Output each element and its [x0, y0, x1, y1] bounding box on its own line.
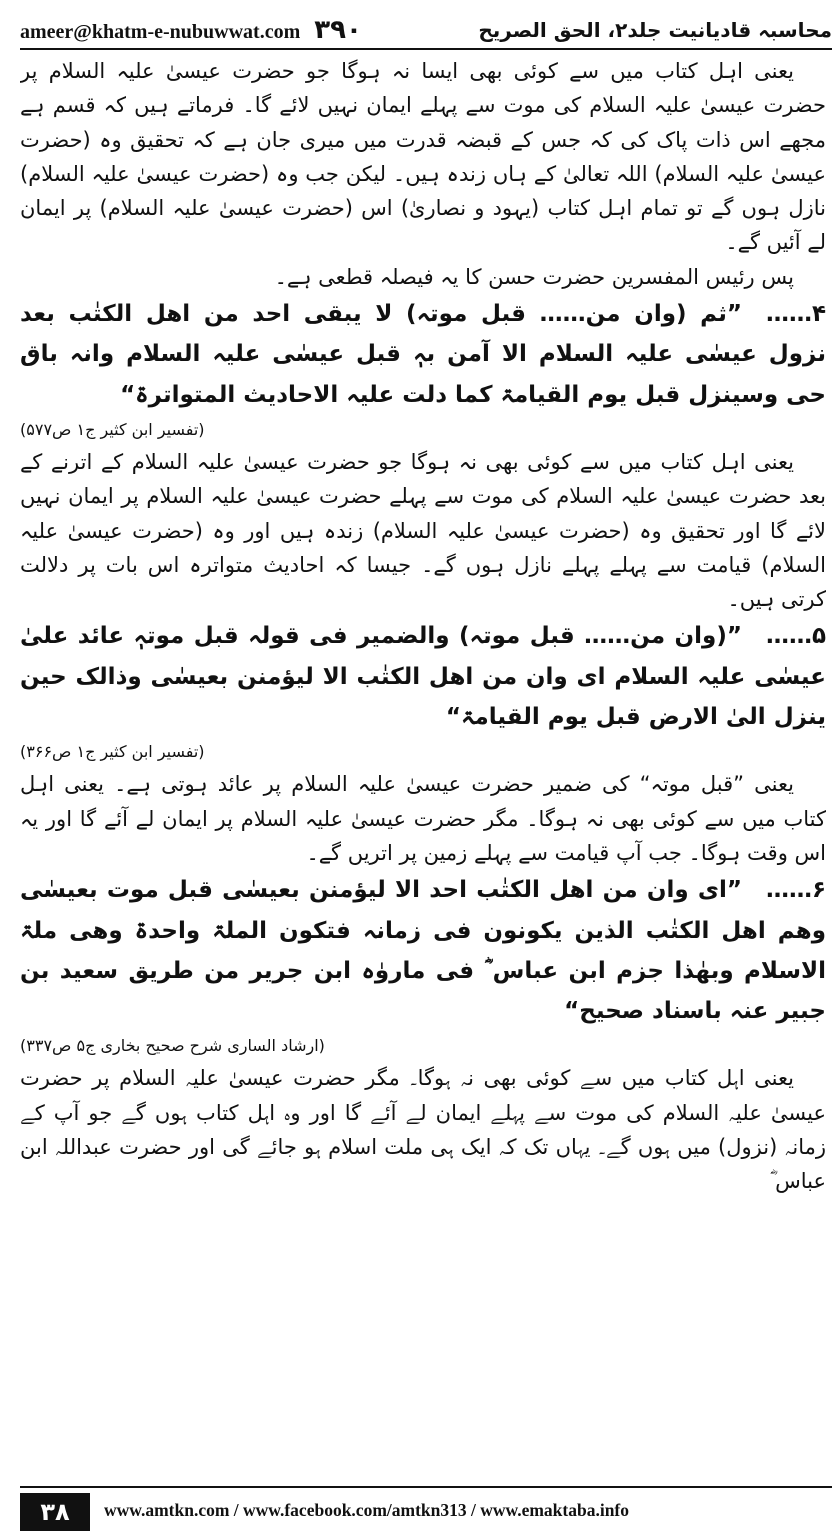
body-text	[20, 54, 826, 1474]
citation: (تفسیر ابن کثیر ج۱ ص۳۶۶)	[20, 742, 205, 762]
footer-page-number: ۳۸	[20, 1493, 90, 1531]
urdu-paragraph: یعنی اہل کتاب میں سے کوئی بھی نہ ہوگا۔ مگر حضرت عیسیٰ علیہ السلام پر حضرت عیسیٰ علیہ السلام کی موت سے پہلے ایمان لے آئے گا اور وہ اہل کتاب ہوں گے جو آپ کے زمانہ (نزول) میں ہوں گے۔ یہاں تک کہ ایک ہی ملت اسلام ہو جائے گی اور حضرت عبداللہ ابن عباس ؓ	[20, 1066, 826, 1194]
footer-links[interactable]: www.amtkn.com / www.facebook.com/amtkn313 / www.emaktaba.info	[104, 1499, 629, 1520]
page-footer	[20, 1486, 832, 1532]
urdu-paragraph: پس رئیس المفسرین حضرت حسن کا یہ فیصلہ قطعی ہے۔	[274, 264, 794, 289]
urdu-paragraph: یعنی اہل کتاب میں سے کوئی بھی نہ ہوگا جو حضرت عیسیٰ علیہ السلام کے اترنے کے بعد حضرت عیسیٰ علیہ السلام کی موت سے پہلے حضرت عیسیٰ علیہ السلام پر ایمان نہیں لائے گا اور تحقیق وہ (حضرت عیسیٰ علیہ السلام) زندہ ہیں اور وہ (حضرت عیسیٰ علیہ السلام) قیامت سے پہلے پہلے نازل ہوں گے۔ جیسا کہ احادیث متواترہ اس بات پر دلالت کرتی ہیں۔	[20, 449, 826, 612]
citation: (تفسیر ابن کثیر ج۱ ص۵۷۷)	[20, 419, 205, 439]
header-email[interactable]: ameer@khatm-e-nubuwwat.com	[20, 21, 301, 43]
item-number: ۶……	[765, 877, 826, 904]
page-header	[20, 12, 832, 50]
item-number: ۵……	[765, 623, 826, 650]
header-left	[20, 15, 362, 45]
citation: (ارشاد الساری شرح صحیح بخاری ج۵ ص۳۳۷)	[20, 1036, 325, 1056]
arabic-quote: ۶……”ای وان من اھل الکتٰب احد الا لیؤمنن بعیسٰی قبل موت بعیسٰی وھم اھل الکتٰب الذین یکونون فی زمانہ فتکون الملۃ واحدۃ وھی ملۃ الاسلام وبھٰذا جزم ابن عباس ؓ فی ماروٰہ ابن جریر من طریق سعید بن جبیر عنہ باسناد صحیح“	[20, 870, 826, 1031]
item-number: ۴……	[765, 301, 826, 328]
page-number: ۳۹۰	[314, 15, 362, 45]
urdu-paragraph: یعنی اہل کتاب میں سے کوئی بھی ایسا نہ ہوگا جو حضرت عیسیٰ علیہ السلام پر حضرت عیسیٰ علیہ السلام کی موت سے پہلے ایمان نہیں لائے گا۔ فرماتے ہیں کہ قسم ہے مجھے اس ذات پاک کی کہ جس کے قبضہ قدرت میں میری جان ہے کہ تحقیق وہ (حضرت عیسیٰ علیہ السلام) اللہ تعالیٰ کے ہاں زندہ ہیں۔ لیکن جب وہ (حضرت عیسیٰ علیہ السلام) نازل ہوں گے تو تمام اہل کتاب (یہود و نصاریٰ) اس (حضرت عیسیٰ علیہ السلام) پر ایمان لے آئیں گے۔	[20, 59, 826, 255]
urdu-paragraph: یعنی ”قبل موتہ“ کی ضمیر حضرت عیسیٰ علیہ السلام پر عائد ہوتی ہے۔ یعنی اہل کتاب میں سے کوئی بھی نہ ہوگا۔ مگر حضرت عیسیٰ علیہ السلام پر ایمان لے آئے گا اور یہ اس وقت ہوگا۔ جب آپ قیامت سے پہلے زمین پر اتریں گے۔	[20, 772, 826, 865]
arabic-quote: ۵……”(وان من…… قبل موتہ) والضمیر فی قولہ قبل موتہٖ عائد علیٰ عیسٰی علیہ السلام ای وان من اھل الکتٰب الا لیؤمنن بعیسٰی وذالک حین ینزل الیٰ الارض قبل یوم القیامۃ“	[20, 616, 826, 737]
arabic-quote: ۴……”ثم (وان من…… قبل موتہ) لا یبقی احد من اھل الکتٰب بعد نزول عیسٰی علیہ السلام الا آمن بہٖ قبل عیسٰی علیہ السلام وانہ باق حی وسینزل قبل یوم القیامۃ کما دلت علیہ الاحادیث المتواترۃ“	[20, 294, 826, 415]
book-title: محاسبہ قادیانیت جلد۲، الحق الصریح	[478, 18, 832, 42]
